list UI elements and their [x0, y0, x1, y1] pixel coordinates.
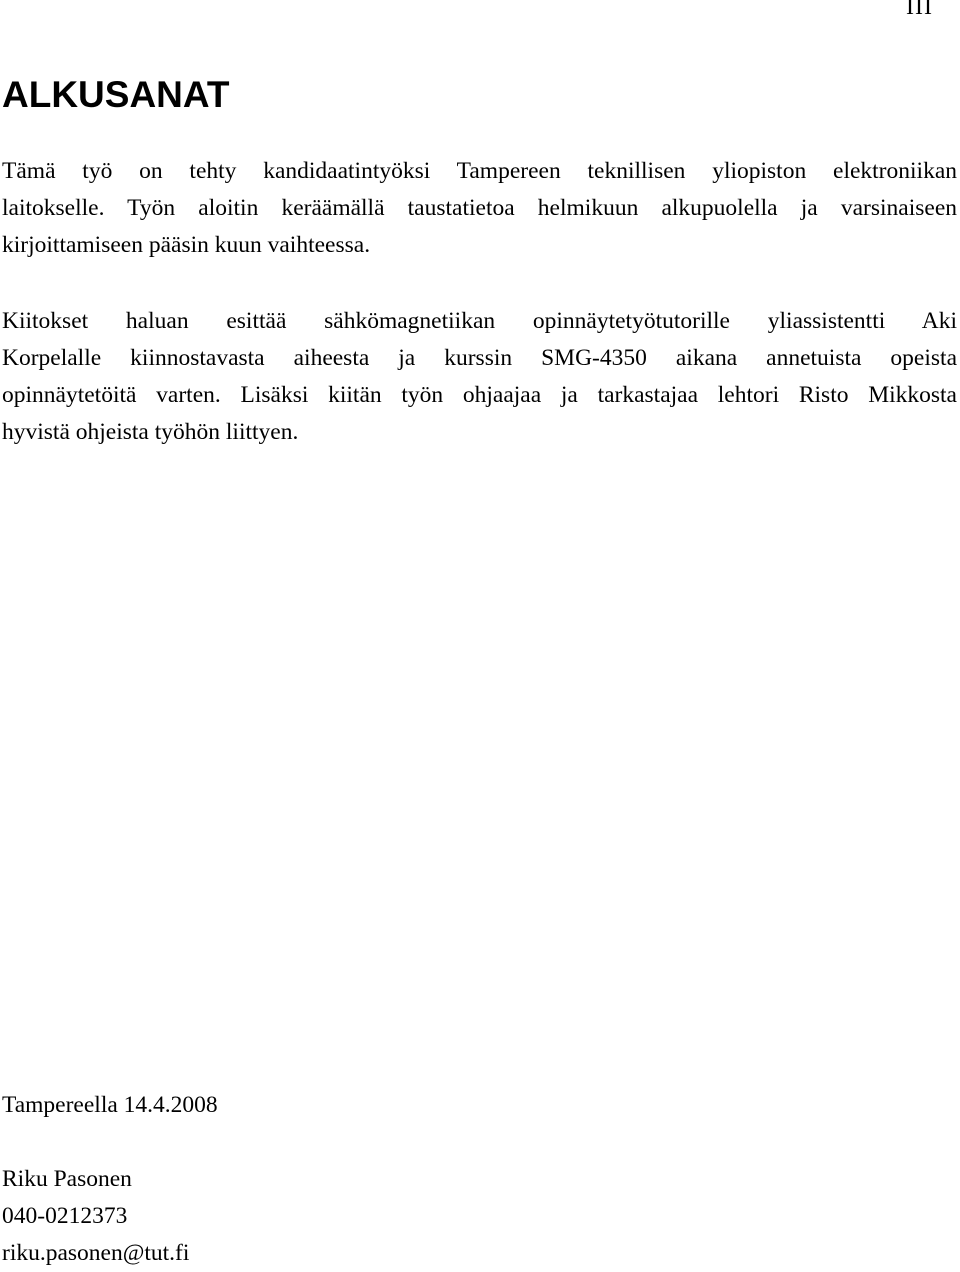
author-name: Riku Pasonen [2, 1166, 132, 1192]
paragraph-line: Tämä työ on tehty kandidaatintyöksi Tampereen teknillisen yliopiston elektroniikan [2, 158, 957, 184]
paragraph-line: opinnäytetöitä varten. Lisäksi kiitän työn ohjaajaa ja tarkastajaa lehtori Risto Mikkosta [2, 382, 957, 408]
paragraph-line: kirjoittamiseen pääsin kuun vaihteessa. [2, 232, 371, 258]
paragraph-thanks [2, 303, 957, 451]
page-title: ALKUSANAT [2, 74, 230, 115]
author-phone: 040-0212373 [2, 1203, 128, 1229]
place-date: Tampereella 14.4.2008 [2, 1092, 218, 1118]
paragraph-line: Kiitokset haluan esittää sähkömagnetiikan opinnäytetyötutorille yliassistentti Aki [2, 308, 957, 334]
paragraph-line: hyvistä ohjeista työhön liittyen. [2, 419, 299, 445]
paragraph-line: Korpelalle kiinnostavasta aiheesta ja kurssin SMG-4350 aikana annetuista opeista [2, 345, 957, 371]
paragraph-line: laitokselle. Työn aloitin keräämällä taustatietoa helmikuun alkupuolella ja varsinaiseen [2, 195, 957, 221]
page-number: III [906, 0, 933, 20]
paragraph-intro [2, 153, 957, 264]
author-email: riku.pasonen@tut.fi [2, 1240, 190, 1266]
